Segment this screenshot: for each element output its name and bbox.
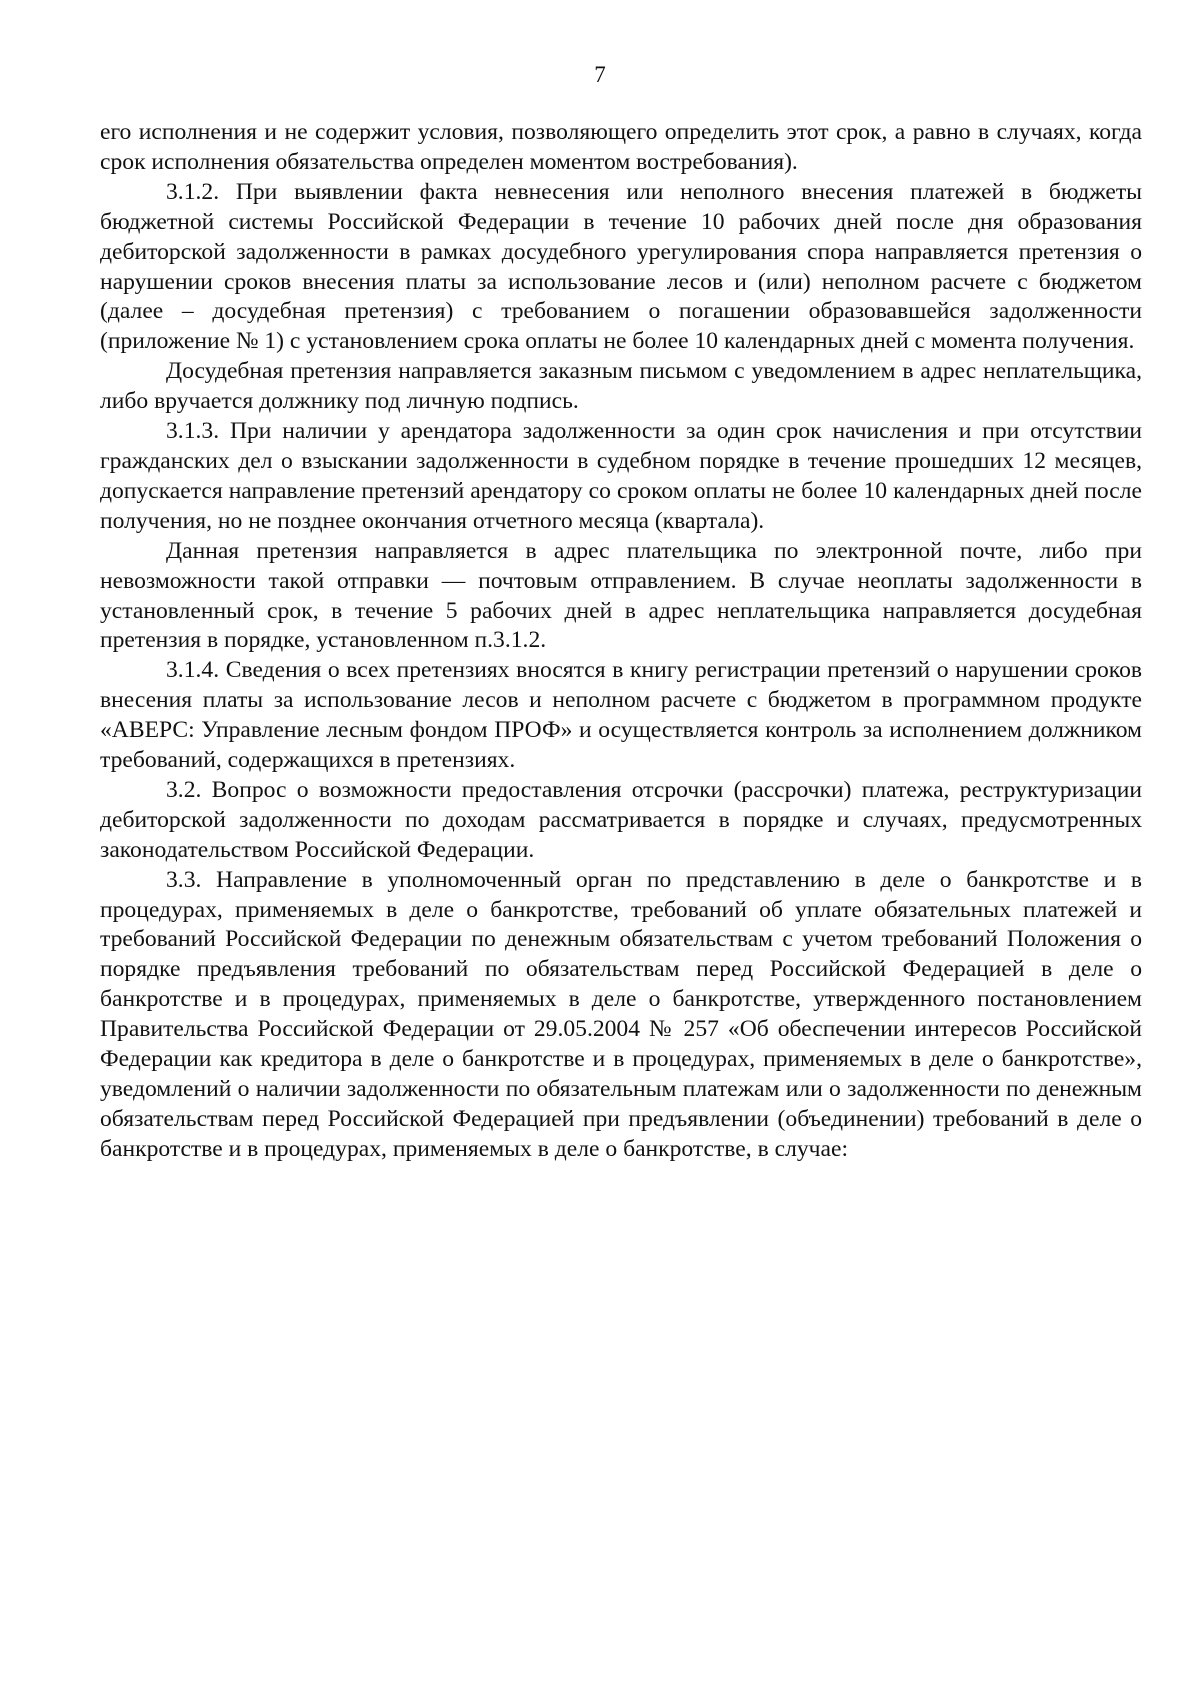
paragraph-3-1-2: 3.1.2. При выявлении факта невнесения или неполного внесения платежей в бюджеты бюджетной системы Российской Федерации в течение 10 рабочих дней после дня образования дебиторской задолженности в рамках досудебного урегулирования спора направляется претензия о нарушении сроков внесения платы за использование лесов и (или) неполном расчете с бюджетом (далее – досудебная претензия) с требованием о погашении образовавшейся задолженности (приложение № 1) с установлением срока оплаты не более 10 календарных дней с момента получения. [100,178,1142,355]
paragraph-3-1-4: 3.1.4. Сведения о всех претензиях вносятся в книгу регистрации претензий о нарушении сроков внесения платы за использование лесов и неполном расчете с бюджетом в программном продукте «АВЕРС: Управление лесным фондом ПРОФ» и осуществляется контроль за исполнением должником требований, содержащихся в претензиях. [100,657,1142,774]
page-number: 7 [594,62,606,87]
paragraph-claim-email: Данная претензия направляется в адрес плательщика по электронной почте, либо при невозможности такой отправки — почтовым отправлением. В случае неоплаты задолженности в установленный срок, в течение 5 рабочих дней в адрес неплательщика направляется досудебная претензия в порядке, установленном п.3.1.2. [100,537,1142,654]
document-body [100,118,1142,1165]
paragraph-claim-delivery: Досудебная претензия направляется заказным письмом с уведомлением в адрес неплательщика, либо вручается должнику под личную подпись. [100,358,1142,415]
paragraph-3-2: 3.2. Вопрос о возможности предоставления отсрочки (рассрочки) платежа, реструктуризации дебиторской задолженности по доходам рассматривается в порядке и случаях, предусмотренных законодательством Российской Федерации. [100,776,1142,863]
paragraph-continuation: его исполнения и не содержит условия, позволяющего определить этот срок, а равно в случаях, когда срок исполнения обязательства определен моментом востребования). [100,119,1142,175]
paragraph-3-3: 3.3. Направление в уполномоченный орган по представлению в деле о банкротстве и в процедурах, применяемых в деле о банкротстве, требований об уплате обязательных платежей и требований Российской Федерации по денежным обязательствам с учетом требований Положения о порядке предъявления требований по обязательствам перед Российской Федерацией в деле о банкротстве и в процедурах, применяемых в деле о банкротстве, утвержденного постановлением Правительства Российской Федерации от 29.05.2004 № 257 «Об обеспечении интересов Российской Федерации как кредитора в деле о банкротстве и в процедурах, применяемых в деле о банкротстве», уведомлений о наличии задолженности по обязательным платежам или о задолженности по денежным обязательствам перед Российской Федерацией при предъявлении (объединении) требований в деле о банкротстве и в процедурах, применяемых в деле о банкротстве, в случае: [100,866,1142,1162]
paragraph-3-1-3: 3.1.3. При наличии у арендатора задолженности за один срок начисления и при отсутствии гражданских дел о взыскании задолженности в судебном порядке в течение прошедших 12 месяцев, допускается направление претензий арендатору со сроком оплаты не более 10 календарных дней после получения, но не позднее окончания отчетного месяца (квартала). [100,418,1142,534]
